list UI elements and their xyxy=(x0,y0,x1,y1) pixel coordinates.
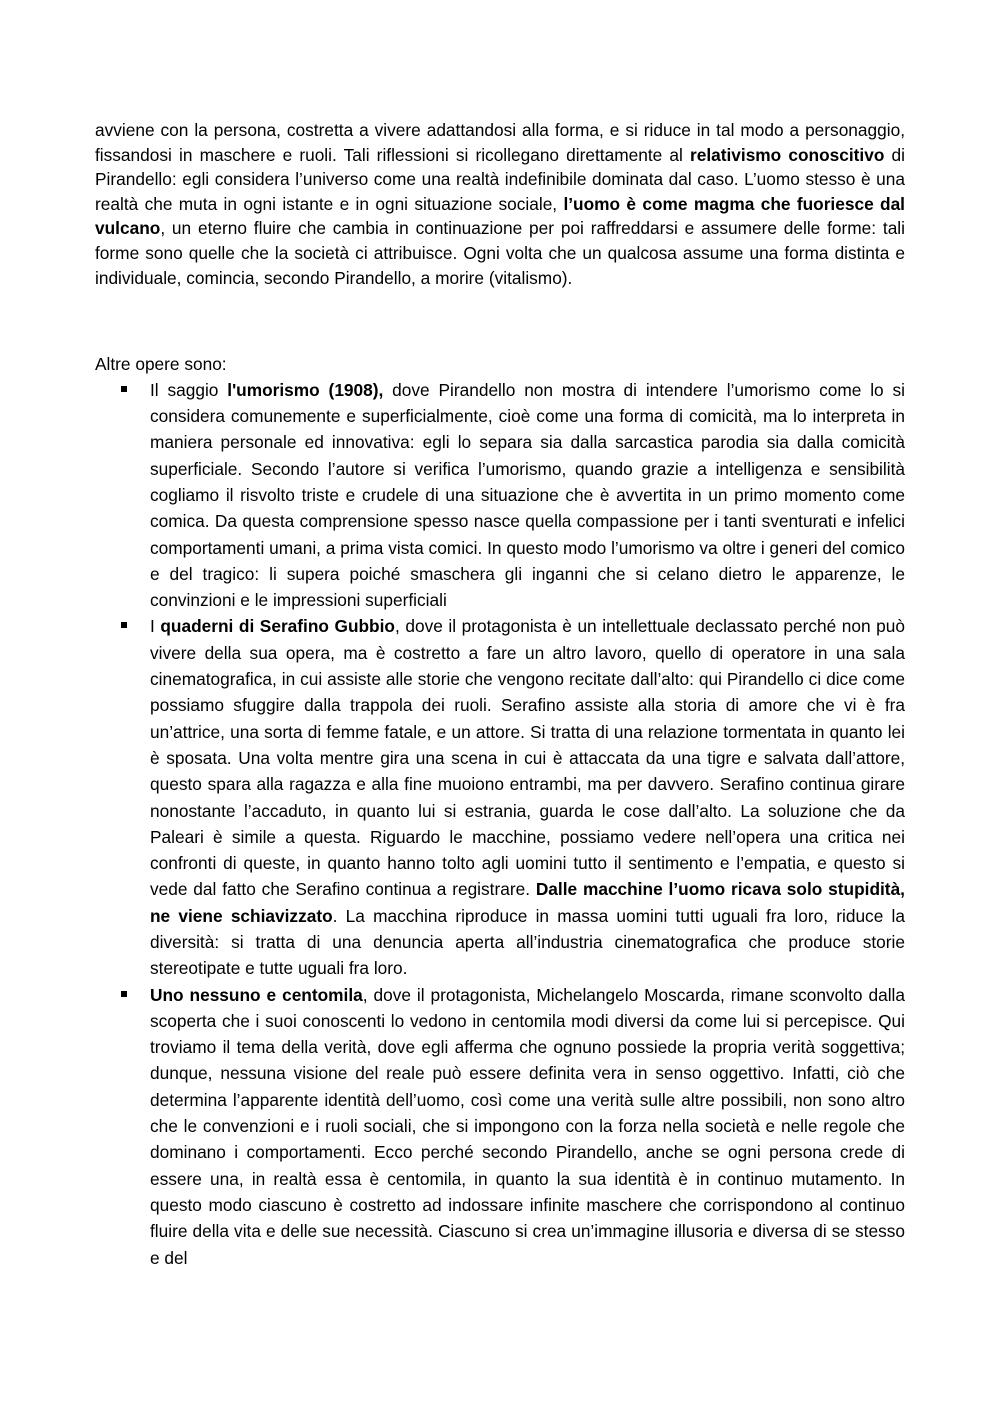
item-title: l'umorismo (1908), xyxy=(227,379,384,400)
item-bold-phrase: Dalle macchine l’uomo ricava solo stupidità, ne viene schiavizzato xyxy=(150,879,905,926)
square-bullet-icon xyxy=(121,386,127,392)
item-title: quaderni di Serafino Gubbio xyxy=(160,616,395,637)
item-title: Uno nessuno e centomila xyxy=(150,984,363,1005)
paragraph-relativism xyxy=(95,118,905,290)
square-bullet-icon xyxy=(121,622,127,628)
paragraph-text: avviene con la persona, costretta a vivere adattandosi alla forma, e si riduce in tal modo a personaggio, fissandosi in maschere e ruoli. Tali riflessioni si ricollegano direttamente al xyxy=(95,120,905,165)
list-item-uno-nessuno-centomila xyxy=(95,982,905,1271)
paragraph-text: , un eterno fluire che cambia in continuazione per poi raffreddarsi e assumere delle forme: tali forme sono quelle che la società ci attribuisce. Ogni volta che un qualcosa assume una forma distinta e individuale, comincia, secondo Pirandello, a morire (vitalismo). xyxy=(95,218,905,288)
item-text: , dove il protagonista, Michelangelo Moscarda, rimane sconvolto dalla scoperta che i suoi conoscenti lo vedono in centomila modi diversi da come lui si percepisce. Qui troviamo il tema della verità, dove egli afferma che ognuno possiede la propria verità soggettiva; dunque, nessuna visione del reale può essere definita vera in senso oggettivo. Infatti, ciò che determina l’apparente identità dell’uomo, così come una verità sulle altre possibili, non sono altro che le convenzioni e i ruoli sociali, che si impongono con la forza nella società e nelle regole che dominano i comportamenti. Ecco perché secondo Pirandello, anche se ogni persona crede di essere una, in realtà essa è centomila, in quanto la sua identità è in continuo mutamento. In questo modo ciascuno è costretto ad indossare infinite maschere che corrispondono al continuo fluire della vita e delle sue necessità. Ciascuno si crea un’immagine illusoria e diversa di se stesso e del xyxy=(150,984,905,1268)
list-item-serafino-gubbio xyxy=(95,613,905,981)
bold-term-magma: l’uomo è come magma che fuoriesce dal vulcano xyxy=(95,193,905,239)
bold-term-relativismo: relativismo conoscitivo xyxy=(689,144,885,165)
item-prefix: Il saggio xyxy=(150,379,228,400)
list-item-umorismo xyxy=(95,377,905,614)
item-text: dove Pirandello non mostra di intendere l’umorismo come lo si considera comunemente e superficialmente, cioè come una forma di comicità, ma lo interpreta in maniera personale ed innovativa: egli lo separa sia dalla sarcastica parodia sia dalla comicità superficiale. Secondo l’autore si verifica l’umorismo, quando grazie a intelligenza e sensibilità cogliamo il risvolto triste e crudele di una situazione che è avvertita in un primo momento come comica. Da questa comprensione spesso nasce quella compassione per i tanti sventurati e infelici comportamenti umani, a prima vista comici. In questo modo l’umorismo va oltre i generi del comico e del tragico: li supera poiché smaschera gli inganni che si celano dietro le apparenze, le convinzioni e le impressioni superficiali xyxy=(150,379,905,611)
square-bullet-icon xyxy=(121,991,127,997)
paragraph-text: di Pirandello: egli considera l’universo come una realtà indefinibile dominata dal caso. L’uomo stesso è una realtà che muta in ogni istante e in ogni situazione sociale, xyxy=(95,144,905,214)
works-list xyxy=(95,377,905,1271)
item-text: , dove il protagonista è un intellettuale declassato perché non può vivere della sua opera, ma è costretto a fare un altro lavoro, quello di operatore in una sala cinematografica, in cui assiste alle storie che vengono recitate dall’alto: qui Pirandello ci dice come possiamo sfuggire dalla trappola dei ruoli. Serafino assiste alla storia di amore che vi è fra un’attrice, una sorta di femme fatale, e un attore. Si tratta di una relazione tormentata in quanto lei è sposata. Una volta mentre gira una scena in cui è attaccata da una tigre e salvata dall’attore, questo spara alla ragazza e alla fine muoiono entrambi, ma per davvero. Serafino continua girare nonostante l’accaduto, in quanto lui si estrania, guarda le cose dall’alto. La soluzione che da Paleari è simile a questa. Riguardo le macchine, possiamo vedere nell’opera una critica nei confronti di queste, in quanto hanno tolto agli uomini tutto il sentimento e l’empatia, e questo si vede dal fatto che Serafino continua a registrare. xyxy=(150,616,906,900)
item-text: . La macchina riproduce in massa uomini tutti uguali fra loro, riduce la diversità: si tratta di una denuncia aperta all’industria cinematografica che produce storie stereotipate e tutte uguali fra loro. xyxy=(150,905,905,979)
works-intro: Altre opere sono: xyxy=(95,354,227,375)
item-prefix: I xyxy=(150,616,161,637)
